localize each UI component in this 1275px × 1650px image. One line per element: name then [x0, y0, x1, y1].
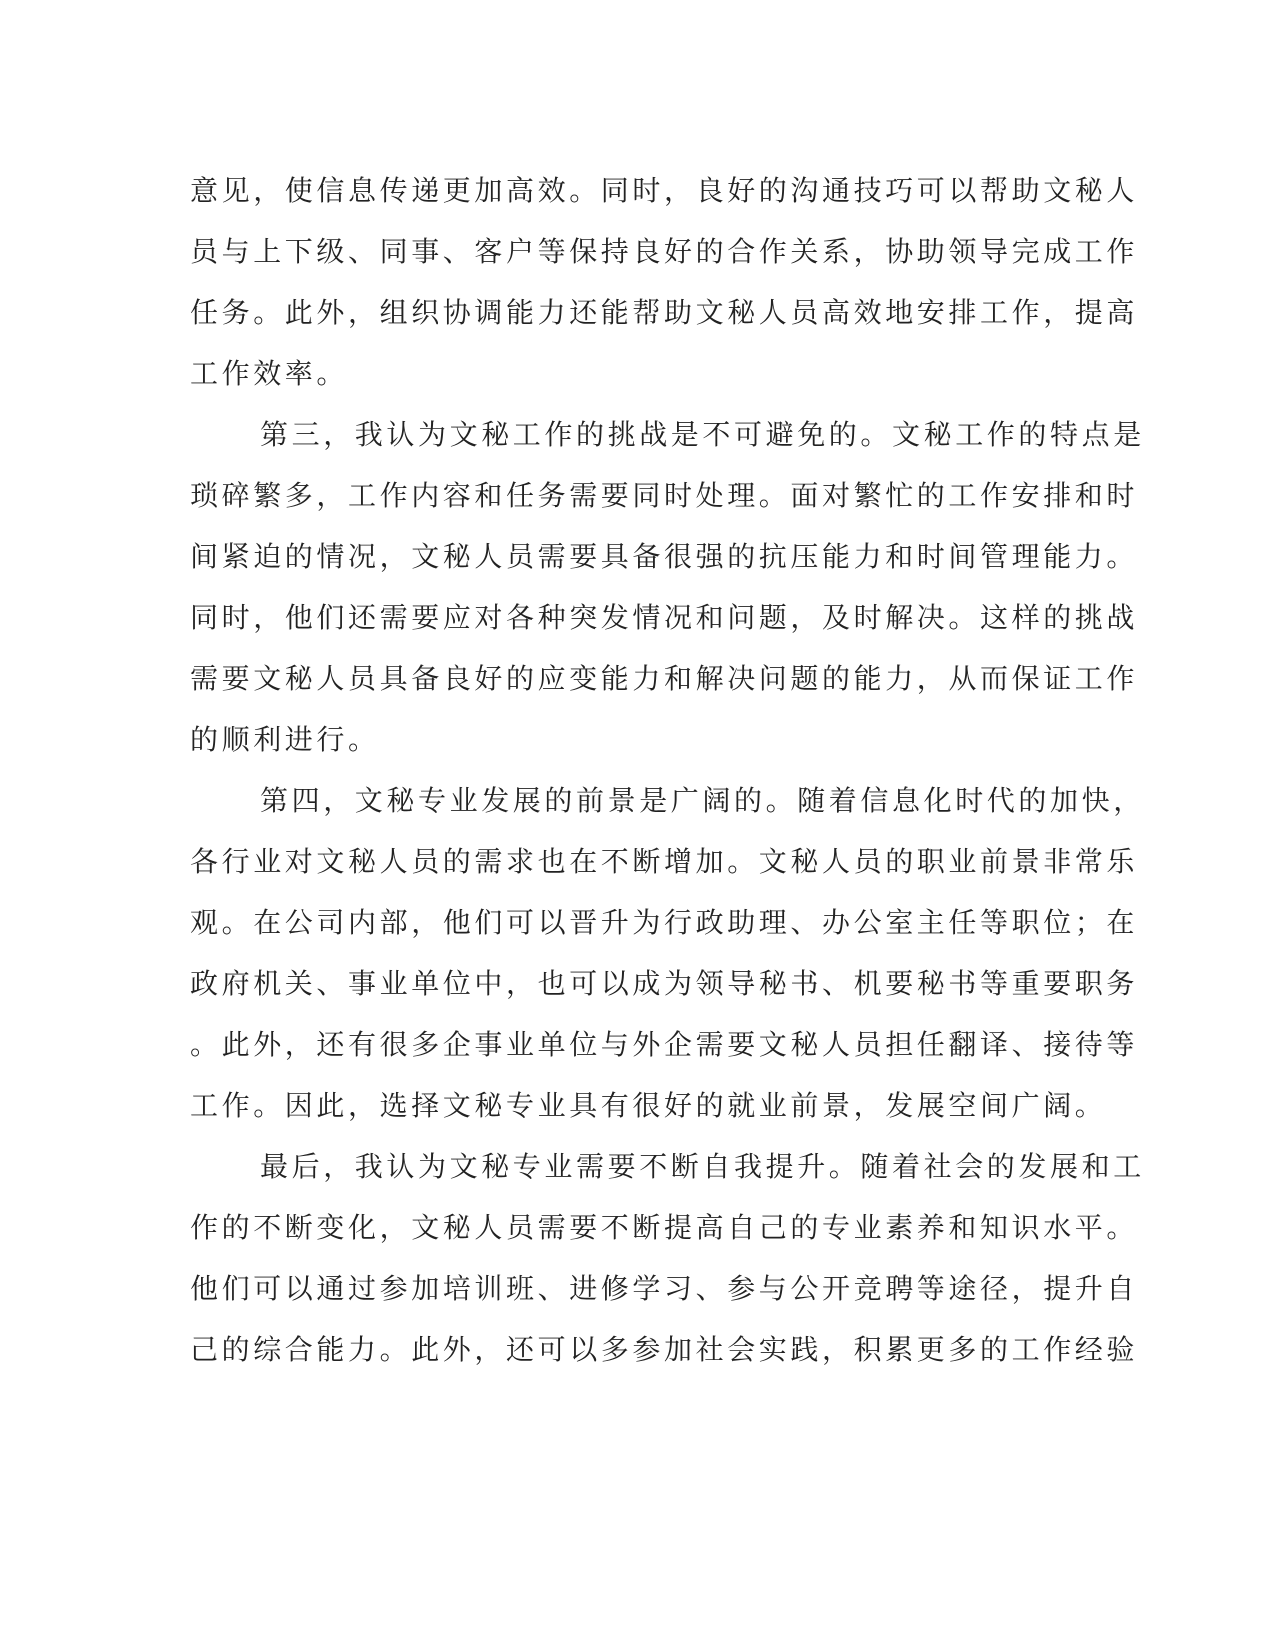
paragraph-first-line: 第四，文秘专业发展的前景是广阔的。随着信息化时代的加快，: [260, 784, 1145, 817]
text-line: 同时，他们还需要应对各种突发情况和问题，及时解决。这样的挑战: [190, 601, 1139, 634]
text-line: 任务。此外，组织协调能力还能帮助文秘人员高效地安排工作，提高: [190, 296, 1139, 329]
text-line: 他们可以通过参加培训班、进修学习、参与公开竞聘等途径，提升自: [190, 1272, 1139, 1305]
text-line: 己的综合能力。此外，还可以多参加社会实践，积累更多的工作经验: [190, 1333, 1139, 1366]
document-body: [190, 160, 1145, 1380]
text-line: 员与上下级、同事、客户等保持良好的合作关系，协助领导完成工作: [190, 235, 1139, 268]
text-line: 需要文秘人员具备良好的应变能力和解决问题的能力，从而保证工作: [190, 662, 1139, 695]
text-line: 作的不断变化，文秘人员需要不断提高自己的专业素养和知识水平。: [190, 1211, 1139, 1244]
text-line: 。此外，还有很多企事业单位与外企需要文秘人员担任翻译、接待等: [190, 1028, 1139, 1061]
paragraph-first-line: 最后，我认为文秘专业需要不断自我提升。随着社会的发展和工: [260, 1150, 1145, 1183]
paragraph-first-line: 第三，我认为文秘工作的挑战是不可避免的。文秘工作的特点是: [260, 418, 1145, 451]
text-line: 间紧迫的情况，文秘人员需要具备很强的抗压能力和时间管理能力。: [190, 540, 1139, 573]
text-line: 意见，使信息传递更加高效。同时，良好的沟通技巧可以帮助文秘人: [190, 174, 1139, 207]
text-line: 工作效率。: [190, 357, 349, 390]
text-line: 各行业对文秘人员的需求也在不断增加。文秘人员的职业前景非常乐: [190, 845, 1139, 878]
text-line: 的顺利进行。: [190, 723, 380, 756]
text-line: 政府机关、事业单位中，也可以成为领导秘书、机要秘书等重要职务: [190, 967, 1139, 1000]
text-line: 工作。因此，选择文秘专业具有很好的就业前景，发展空间广阔。: [190, 1089, 1107, 1122]
text-line: 琐碎繁多，工作内容和任务需要同时处理。面对繁忙的工作安排和时: [190, 479, 1139, 512]
text-line: 观。在公司内部，他们可以晋升为行政助理、办公室主任等职位；在: [190, 906, 1139, 939]
